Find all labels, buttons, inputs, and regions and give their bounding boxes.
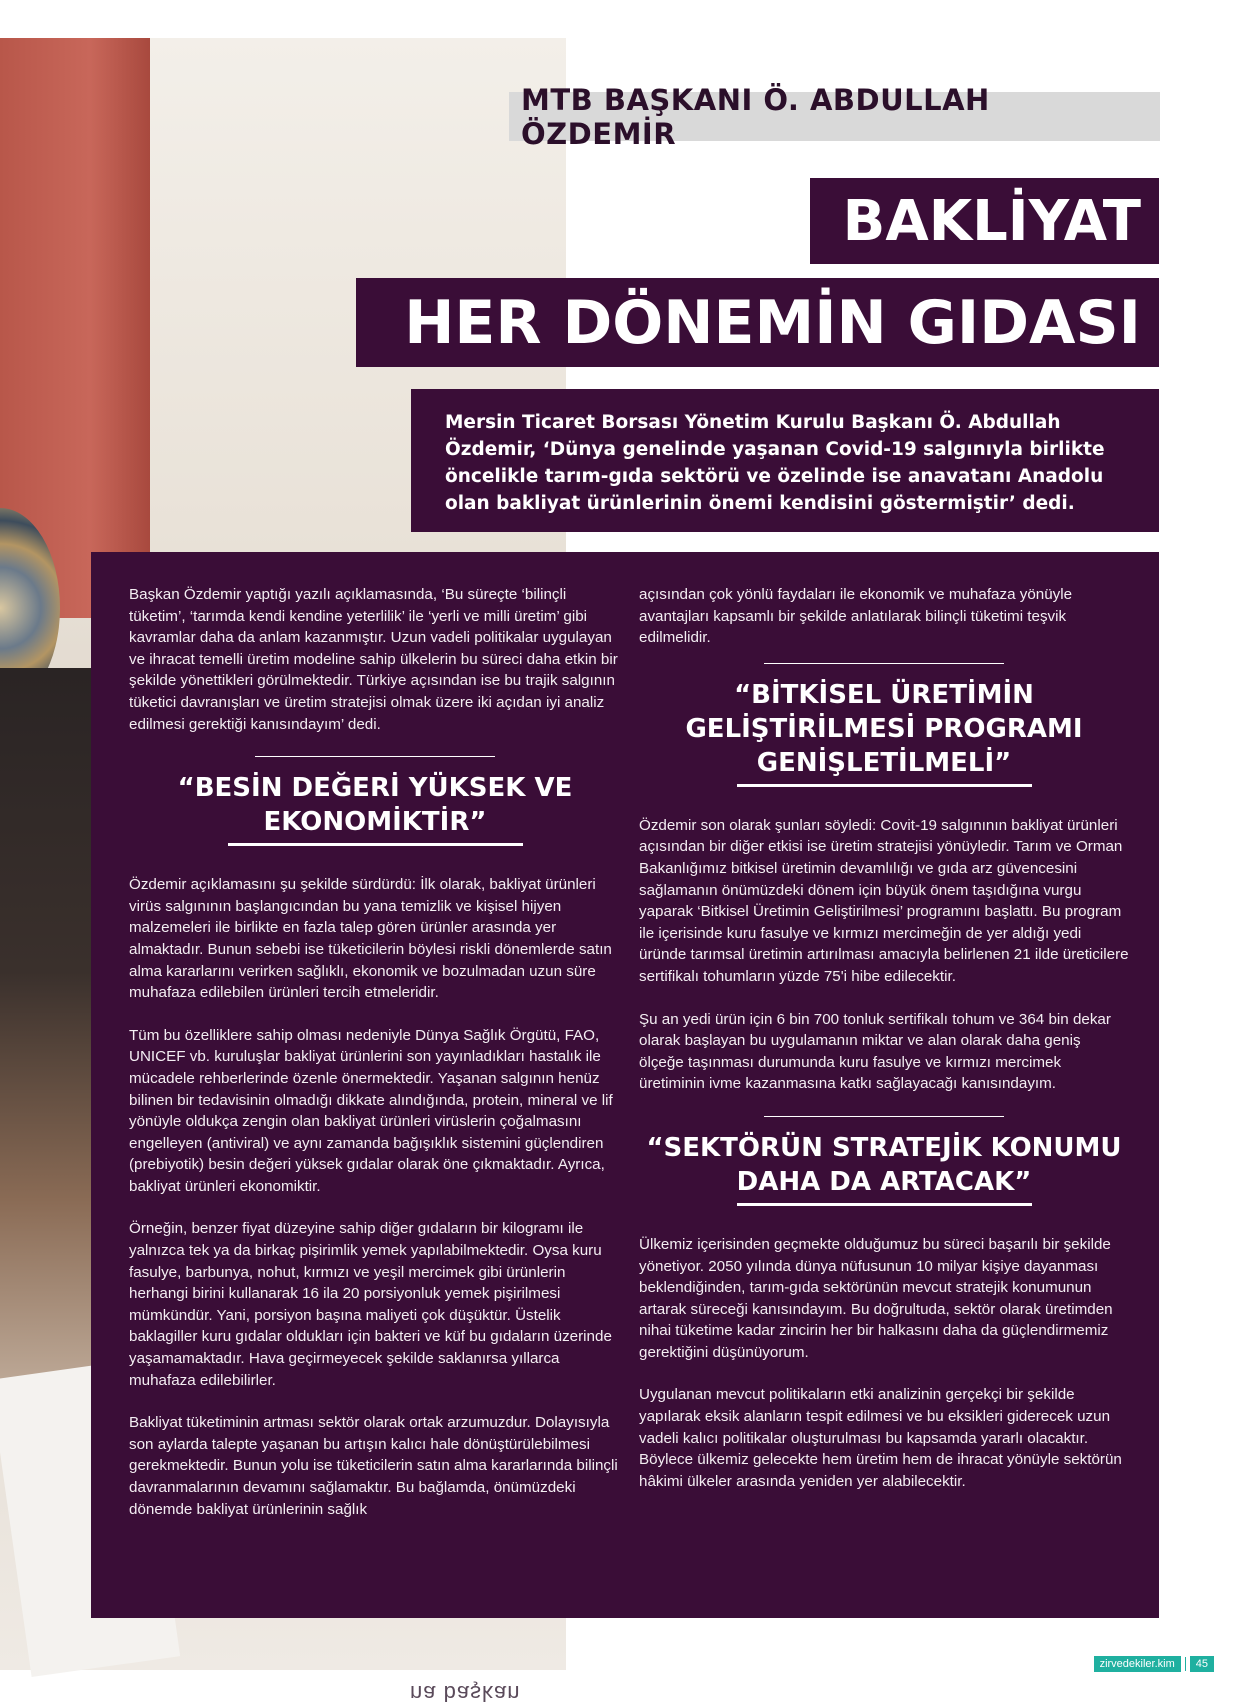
- paragraph: Uygulanan mevcut politikaların etki analizinin gerçekçi bir şekilde yapılarak eksik alanların tespit edilmesi ve bu eksikleri giderecek uzun vadeli kalıcı politikalar oluşturulması bu kapsamda yararlı olacaktır. Böylece ülkemiz gelecekte hem üretim hem de ihracat yönüyle sektörün hâkimi ülkeler arasında yeniden yer alabilecektir.: [639, 1386, 1122, 1490]
- headline-line-2: [356, 278, 1159, 367]
- paragraph: Özdemir son olarak şunları söyledi: Covit-19 salgınının bakliyat ürünleri açısından bir diğer etkisi ise üretim stratejisi yönüyledir. Tarım ve Orman Bakanlığımız bitkisel üretimin devamlılığı ve gıda arz güvencesini sağlamanın önümüzdeki dönem için büyük önem taşıdığına vurgu yaparak ‘Bitkisel Üretimin Geliştirilmesi’ programını başlattı. Bu program ile içerisinde kuru fasulye ve kırmızı mercimeğin de yer aldığı yedi üründe tarımsal üretimin artırılması amacıyla belirlenen 21 ilde üreticilere sertifikalı tohumların yüzde 75'i hibe edilecektir.: [639, 816, 1129, 985]
- divider: [764, 1116, 1004, 1117]
- footer-separator: [1185, 1657, 1186, 1671]
- subheading-text: “SEKTÖRÜN STRATEJİK KONUMU DAHA DA ARTACAK”: [646, 1132, 1122, 1197]
- intro-lead: Mersin Ticaret Borsası Yönetim Kurulu Başkanı Ö. Abdullah Özdemir, ‘Dünya genelinde yaşanan Covid-19 salgınıyla birlikte öncelikle tarım-gıda sektörü ve özelinde ise anavatanı Anadolu olan bakliyat ürünlerinin önemi kendisini göstermiştir’ dedi.: [411, 389, 1159, 532]
- subheading-text: “BİTKİSEL ÜRETİMİN GELİŞTİRİLMESİ PROGRAMI GENİŞLETİLMELİ”: [685, 679, 1083, 778]
- headline-line-1: [810, 178, 1159, 264]
- paragraph: Özdemir açıklamasını şu şekilde sürdürdü: İlk olarak, bakliyat ürünleri virüs salgınının başlangıcından bu yana temizlik ve kişisel hijyen malzemeleri ile birlikte en fazla talep gören ürünler arasında yer almaktadır. Bunun sebebi ise tüketicilerin böylesi riskli dönemlerde satın alma kararlarını verirken sağlıklı, ekonomik ve bozulmadan uzun süre muhafaza edilebilen ürünleri tercih etmeleridir.: [129, 876, 612, 1002]
- paragraph: Örneğin, benzer fiyat düzeyine sahip diğer gıdaların bir kilogramı ile yalnızca tek ya da birkaç pişirimlik yemek yapılabilmektedir. Oysa kuru fasulye, barbunya, nohut, kırmızı ve yeşil mercimek gibi ürünlerin herhangi birini kullanarak 16 ila 20 porsiyonluk yemek pişirilmesi mümkündür. Yani, porsiyon başına maliyeti çok düşüktür. Üstelik baklagiller kuru gıdalar oldukları için bakteri ve küf bu gıdaların üzerinde yaşamamaktadır. Hava geçirmeyecek şekilde saklanırsa yıllarca muhafaza edilebilirler.: [129, 1220, 612, 1389]
- subheading: [639, 1116, 1129, 1206]
- subheading: [129, 756, 621, 846]
- divider: [255, 756, 495, 757]
- page-footer: [1094, 1656, 1214, 1672]
- photo-mirrored-text: na başkan: [410, 1681, 521, 1706]
- paragraph: Şu an yedi ürün için 6 bin 700 tonluk sertifikalı tohum ve 364 bin dekar olarak başlayan bu uygulamanın miktar ve alan olarak daha geniş ölçeğe taşınması durumunda kuru fasulye ve kırmızı mercimek üretiminin ivme kazanmasına katkı sağlayacağı kanısındayım.: [639, 1010, 1111, 1093]
- paragraph: Bakliyat tüketiminin artması sektör olarak ortak arzumuzdur. Dolayısıyla son aylarda talepte yaşanan bu artışın kalıcı hale dönüştürülebilmesi gerekmektedir. Bunun yolu ise tüketicilerin satın alma kararlarında bilinçli davranmalarının devamını sağlamaktır. Bu bağlamda, önümüzdeki dönemde bakliyat ürünlerinin sağlık: [129, 1414, 618, 1518]
- article-body: [91, 552, 1159, 1618]
- kicker-label: MTB BAŞKANI Ö. ABDULLAH ÖZDEMİR: [509, 92, 1160, 141]
- subheading-text: “BESİN DEĞERİ YÜKSEK VE EKONOMİKTİR”: [177, 773, 573, 838]
- article-column-left: [129, 584, 621, 1541]
- divider: [737, 784, 1032, 787]
- paragraph: açısından çok yönlü faydaları ile ekonomik ve muhafaza yönüyle avantajları kapsamlı bir şekilde anlatılarak bilinçli tüketimi teşvik edilmelidir.: [639, 586, 1073, 647]
- footer-site-link[interactable]: zirvedekiler.kim: [1094, 1656, 1181, 1672]
- divider: [737, 1203, 1032, 1206]
- paragraph: Ülkemiz içerisinden geçmekte olduğumuz bu süreci başarılı bir şekilde yönetiyor. 2050 yılında dünya nüfusunun 10 milyar kişiye dayanması beklendiğinden, tarım-gıda sektörünün mevcut stratejik konumunun artarak süreceği kanısındayım. Bu doğrultuda, sektör olarak üretimden nihai tüketime kadar zincirin her bir halkasını daha da güçlendirmemiz gerektiğini düşünüyorum.: [639, 1235, 1113, 1361]
- divider: [228, 843, 523, 846]
- headline-line-1-text: BAKLİYAT: [842, 188, 1141, 254]
- page-number: 45: [1190, 1656, 1214, 1672]
- article-column-right: [639, 584, 1129, 1513]
- divider: [764, 663, 1004, 664]
- headline-line-2-text: HER DÖNEMİN GIDASI: [404, 287, 1141, 358]
- paragraph: Tüm bu özelliklere sahip olması nedeniyle Dünya Sağlık Örgütü, FAO, UNICEF vb. kuruluşlar bakliyat ürünlerini son yayınladıkları hastalık ile mücadele rehberlerinde özenle önermektedir. Yaşanan salgının henüz bilinen bir tedavisinin olmadığı dikkate alındığında, protein, mineral ve lif yönüyle oldukça zengin olan bakliyat ürünleri virüslerin çoğalmasını engelleyen (antiviral) ve aynı zamanda bağışıklık sistemini güçlendiren (prebiyotik) besin değeri yüksek gıdalar olarak öne çıkmaktadır. Ayrıca, bakliyat ürünleri ekonomiktir.: [129, 1026, 613, 1195]
- paragraph: Başkan Özdemir yaptığı yazılı açıklamasında, ‘Bu süreçte ‘bilinçli tüketim’, ‘tarımda kendi kendine yeterlilik’ ile ‘yerli ve milli üretim’ gibi kavramlar daha da anlam kazanmıştır. Uzun vadeli politikalar uygulayan ve ihracat temelli üretim modeline sahip ülkelerin bu süreci daha etkin bir şekilde yönettikleri görülmektedir. Türkiye açısından ise bu trajik salgının tüketici davranışları ve üretim stratejisi olmak üzere iki açıdan iyi analiz edilmesi gerektiği kanısındayım’ dedi.: [129, 586, 618, 733]
- subheading: [639, 663, 1129, 787]
